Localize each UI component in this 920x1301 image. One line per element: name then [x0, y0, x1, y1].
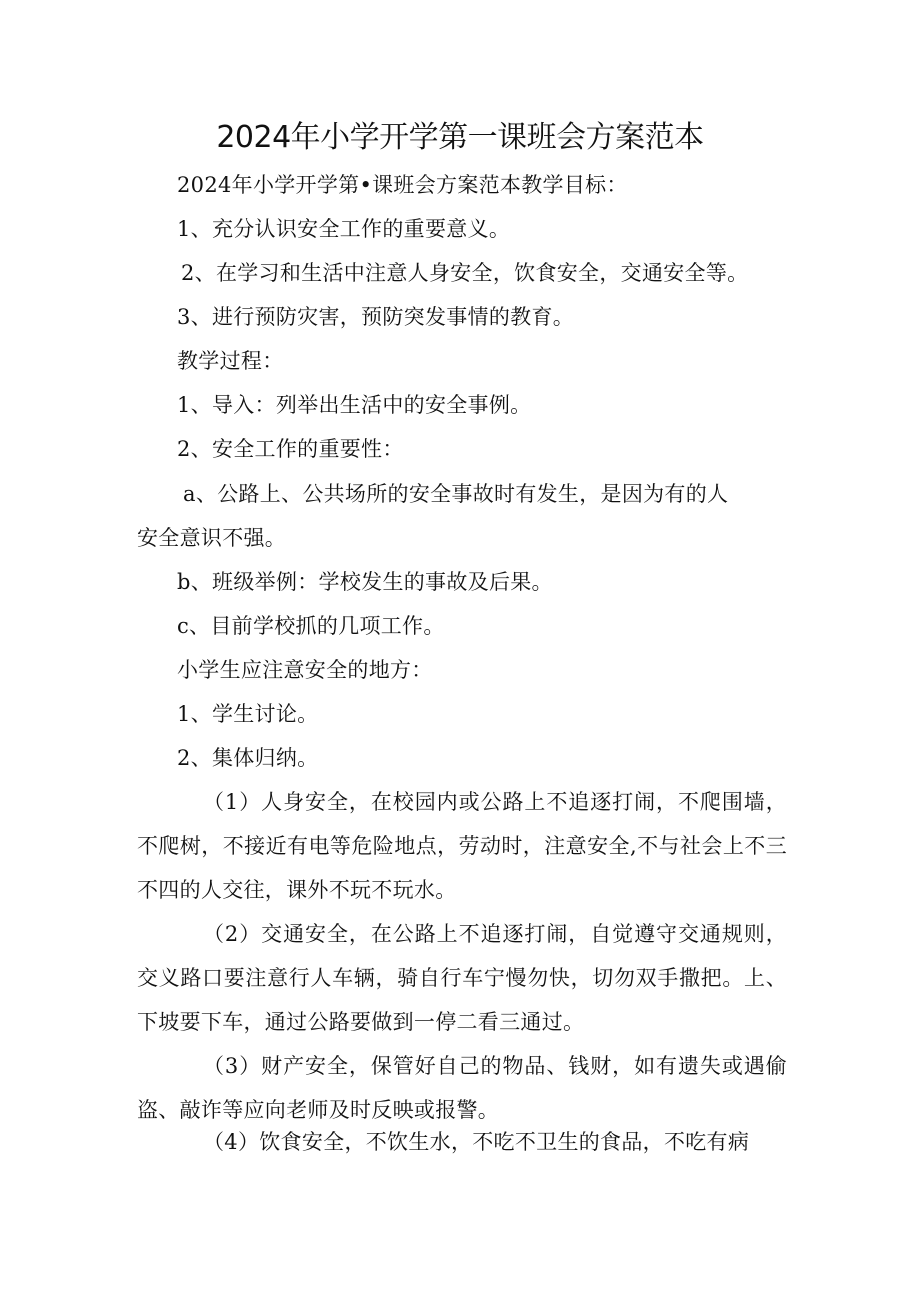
importance-a-line-1: a、公路上、公共场所的安全事故时有发生，是因为有的人 [183, 482, 729, 506]
process-item-1: 1、导入：列举出生活中的安全事例。 [177, 393, 532, 417]
process-item-2: 2、安全工作的重要性： [177, 437, 404, 461]
importance-c: c、目前学校抓的几项工作。 [177, 614, 445, 638]
safety-property-paragraph: （3）财产安全，保管好自己的物品、钱财，如有遗失或遇偷盗、敲诈等应向老师及时反映或报警。 [137, 1054, 787, 1122]
goal-item-2: 2、在学习和生活中注意人身安全，饮食安全，交通安全等。 [181, 261, 749, 285]
document-title: 2024年小学开学第一课班会方案范本 [216, 120, 704, 155]
places-heading: 小学生应注意安全的地方： [177, 658, 433, 682]
process-heading: 教学过程： [177, 349, 284, 373]
places-item-2: 2、集体归纳。 [177, 746, 319, 770]
intro-line: 2024年小学开学第•课班会方案范本教学目标： [177, 173, 628, 197]
goal-item-3: 3、进行预防灾害，预防突发事情的教育。 [177, 305, 575, 329]
goal-item-1: 1、充分认识安全工作的重要意义。 [177, 217, 511, 241]
safety-traffic-paragraph: （2）交通安全，在公路上不追逐打闹，自觉遵守交通规则，交义路口要注意行人车辆，骑自行车宁慢勿快，切勿双手撒把。上、下坡要下车，通过公路要做到一停二看三通过。 [137, 922, 787, 1034]
safety-food-paragraph: （4）饮食安全，不饮生水，不吃不卫生的食品，不吃有病 [203, 1130, 750, 1154]
importance-b: b、班级举例：学校发生的事故及后果。 [177, 570, 553, 594]
safety-personal-paragraph: （1）人身安全，在校园内或公路上不追逐打闹，不爬围墙，不爬树，不接近有电等危险地点，劳动时，注意安全,不与社会上不三不四的人交往，课外不玩不玩水。 [137, 790, 787, 902]
importance-a-line-2: 安全意识不强。 [137, 526, 287, 550]
places-item-1: 1、学生讨论。 [177, 702, 319, 726]
